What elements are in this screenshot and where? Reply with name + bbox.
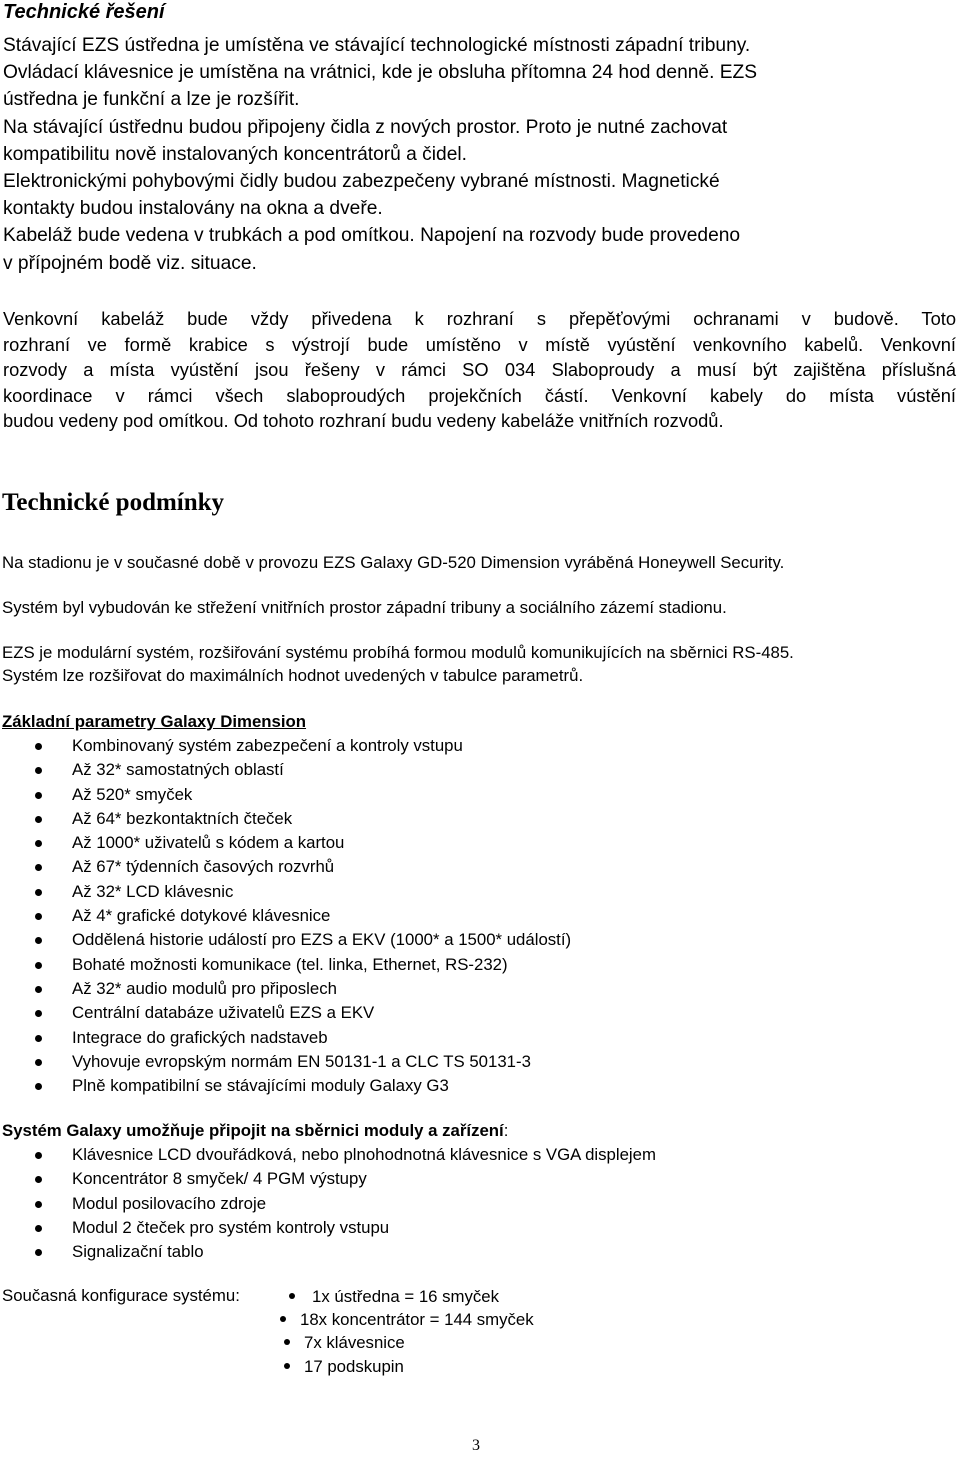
list-item-text: Až 32* audio modulů pro připoslech [72,978,337,998]
bullet-icon [35,743,42,750]
bullet-icon [35,864,42,871]
intro-paragraph [3,32,948,277]
list-item-text: 18x koncentrátor = 144 smyček [300,1310,534,1330]
params-list [0,734,571,1098]
outdoor-line: rozhraní ve formě krabice s výstrojí bude umístěno v místě vyústění venkovního kabelů. Venkovní [3,333,956,355]
outdoor-line: rozvody a místa vyústění jsou řešeny v rámci SO 034 Slaboproudy a musí být zajištěna příslušná [3,359,956,380]
list-item [0,1192,656,1216]
bullet-icon [35,1225,42,1232]
intro-line: Stávající EZS ústředna je umístěna ve stávající technologické místnosti západní tribuny. [3,35,751,56]
bullet-icon [35,986,42,993]
bullet-icon [35,1249,42,1256]
intro-line: Elektronickými pohybovými čidly budou zabezpečeny vybrané místnosti. Magnetické [3,171,720,193]
bullet-icon [284,1363,290,1369]
list-item [0,855,571,879]
intro-line: kontakty budou instalovány na okna a dveře. [3,198,383,220]
heading-technical-solution: Technické řešení [3,1,165,23]
list-item-text: Signalizační tablo [72,1242,204,1262]
list-item-text: Oddělená historie událostí pro EZS a EKV (1000* a 1500* událostí) [72,930,572,950]
list-item [0,904,571,928]
outdoor-cabling-paragraph [3,306,956,434]
list-item-text: Klávesnice LCD dvouřádková, nebo plnohodnotná klávesnice s VGA displejem [72,1145,656,1164]
list-item-text: Kombinovaný systém zabezpečení a kontroly vstupu [72,736,463,755]
bullet-icon [289,1293,295,1299]
list-item [0,1026,571,1050]
bullet-icon [35,767,42,774]
config-list [272,1285,534,1378]
bullet-icon [35,1010,42,1017]
list-item-text: Centrální databáze uživatelů EZS a EKV [72,1003,375,1023]
list-item [272,1308,534,1331]
modules-list [0,1143,656,1264]
intro-line: ústředna je funkční a lze je rozšířit. [3,89,300,111]
heading-technical-conditions: Technické podmínky [2,489,225,516]
list-item [0,1074,571,1098]
list-item-text: Plně kompatibilní se stávajícími moduly Galaxy G3 [72,1076,449,1096]
list-item [0,807,571,831]
list-item-text: Až 4* grafické dotykové klávesnice [72,906,331,926]
paragraph-modular-1: EZS je modulární systém, rozšiřování systému probíhá formou modulů komunikujících na sběrnici RS-485. [2,643,794,662]
bullet-icon [35,889,42,896]
list-item-text: 17 podskupin [304,1356,404,1376]
outdoor-line: Venkovní kabeláž bude vždy přivedena k rozhraní s přepěťovými ochranami v budově. Toto [3,308,956,329]
paragraph-system-built: Systém byl vybudován ke střežení vnitřních prostor západní tribuny a sociálního zázemí stadionu. [2,598,727,617]
modules-title-suffix: : [503,1121,509,1140]
intro-line: kompatibilitu nově instalovaných koncentrátorů a čidel. [3,143,467,165]
list-item [0,734,571,758]
bullet-icon [35,962,42,969]
list-item [0,1240,656,1264]
list-item-text: Až 520* smyček [72,784,193,804]
bullet-icon [35,1059,42,1066]
list-item [0,953,571,977]
list-item [0,758,571,782]
list-item [0,1050,571,1074]
list-item [0,1143,656,1167]
list-item-text: Až 67* týdenních časových rozvrhů [72,857,335,877]
bullet-icon [35,792,42,799]
list-item [0,1001,571,1025]
page-number: 3 [472,1437,480,1454]
bullet-icon [35,816,42,823]
list-item [272,1355,534,1378]
bullet-icon [35,1035,42,1042]
paragraph-stadium: Na stadionu je v současné době v provozu EZS Galaxy GD-520 Dimension vyráběná Honeywell Security. [2,553,785,572]
list-item [0,1216,656,1240]
bullet-icon [35,1201,42,1208]
bullet-icon [280,1316,286,1322]
list-item-text: Až 1000* uživatelů s kódem a kartou [72,833,345,853]
outdoor-line: koordinace v rámci všech slaboproudých projekčních částí. Venkovní kabely do místa vústění [3,384,956,406]
list-item-text: 7x klávesnice [304,1333,405,1353]
list-item-text: Až 32* samostatných oblastí [72,760,284,780]
modules-title [2,1119,508,1142]
list-item-text: Bohaté možnosti komunikace (tel. linka, Ethernet, RS-232) [72,954,508,974]
list-item [0,831,571,855]
list-item-text: Vyhovuje evropským normám EN 50131-1 a CLC TS 50131-3 [72,1051,531,1071]
list-item [0,880,571,904]
modules-title-text: Systém Galaxy umožňuje připojit na sběrnici moduly a zařízení [2,1121,504,1140]
list-item [272,1331,534,1354]
outdoor-line: budou vedeny pod omítkou. Od tohoto rozhraní budu vedeny kabeláže vnitřních rozvodů. [3,410,724,431]
list-item-text: Modul posilovacího zdroje [72,1193,267,1213]
bullet-icon [35,1152,42,1159]
params-title: Základní parametry Galaxy Dimension [2,712,307,731]
list-item [0,928,571,952]
intro-line: v přípojném bodě viz. situace. [3,252,257,274]
bullet-icon [35,937,42,944]
bullet-icon [35,1176,42,1183]
list-item-text: Modul 2 čteček pro systém kontroly vstupu [72,1217,390,1237]
bullet-icon [35,1083,42,1090]
list-item-text: Až 32* LCD klávesnic [72,881,234,901]
bullet-icon [35,913,42,920]
bullet-icon [35,840,42,847]
intro-line: Ovládací klávesnice je umístěna na vrátnici, kde je obsluha přítomna 24 hod denně. EZS [3,62,758,84]
list-item [272,1285,534,1308]
config-label: Současná konfigurace systému: [2,1286,240,1305]
paragraph-modular-2: Systém lze rozšiřovat do maximálních hodnot uvedených v tabulce parametrů. [2,666,584,685]
list-item-text: Integrace do grafických nadstaveb [72,1027,328,1047]
bullet-icon [284,1339,290,1345]
list-item [0,783,571,807]
intro-line: Kabeláž bude vedena v trubkách a pod omítkou. Napojení na rozvody bude provedeno [3,225,741,247]
list-item-text: Až 64* bezkontaktních čteček [72,808,293,828]
intro-line: Na stávající ústřednu budou připojeny čidla z nových prostor. Proto je nutné zachovat [3,116,728,138]
list-item [0,1167,656,1191]
list-item-text: Koncentrátor 8 smyček/ 4 PGM výstupy [72,1169,367,1189]
list-item-text: 1x ústředna = 16 smyček [312,1287,500,1306]
list-item [0,977,571,1001]
